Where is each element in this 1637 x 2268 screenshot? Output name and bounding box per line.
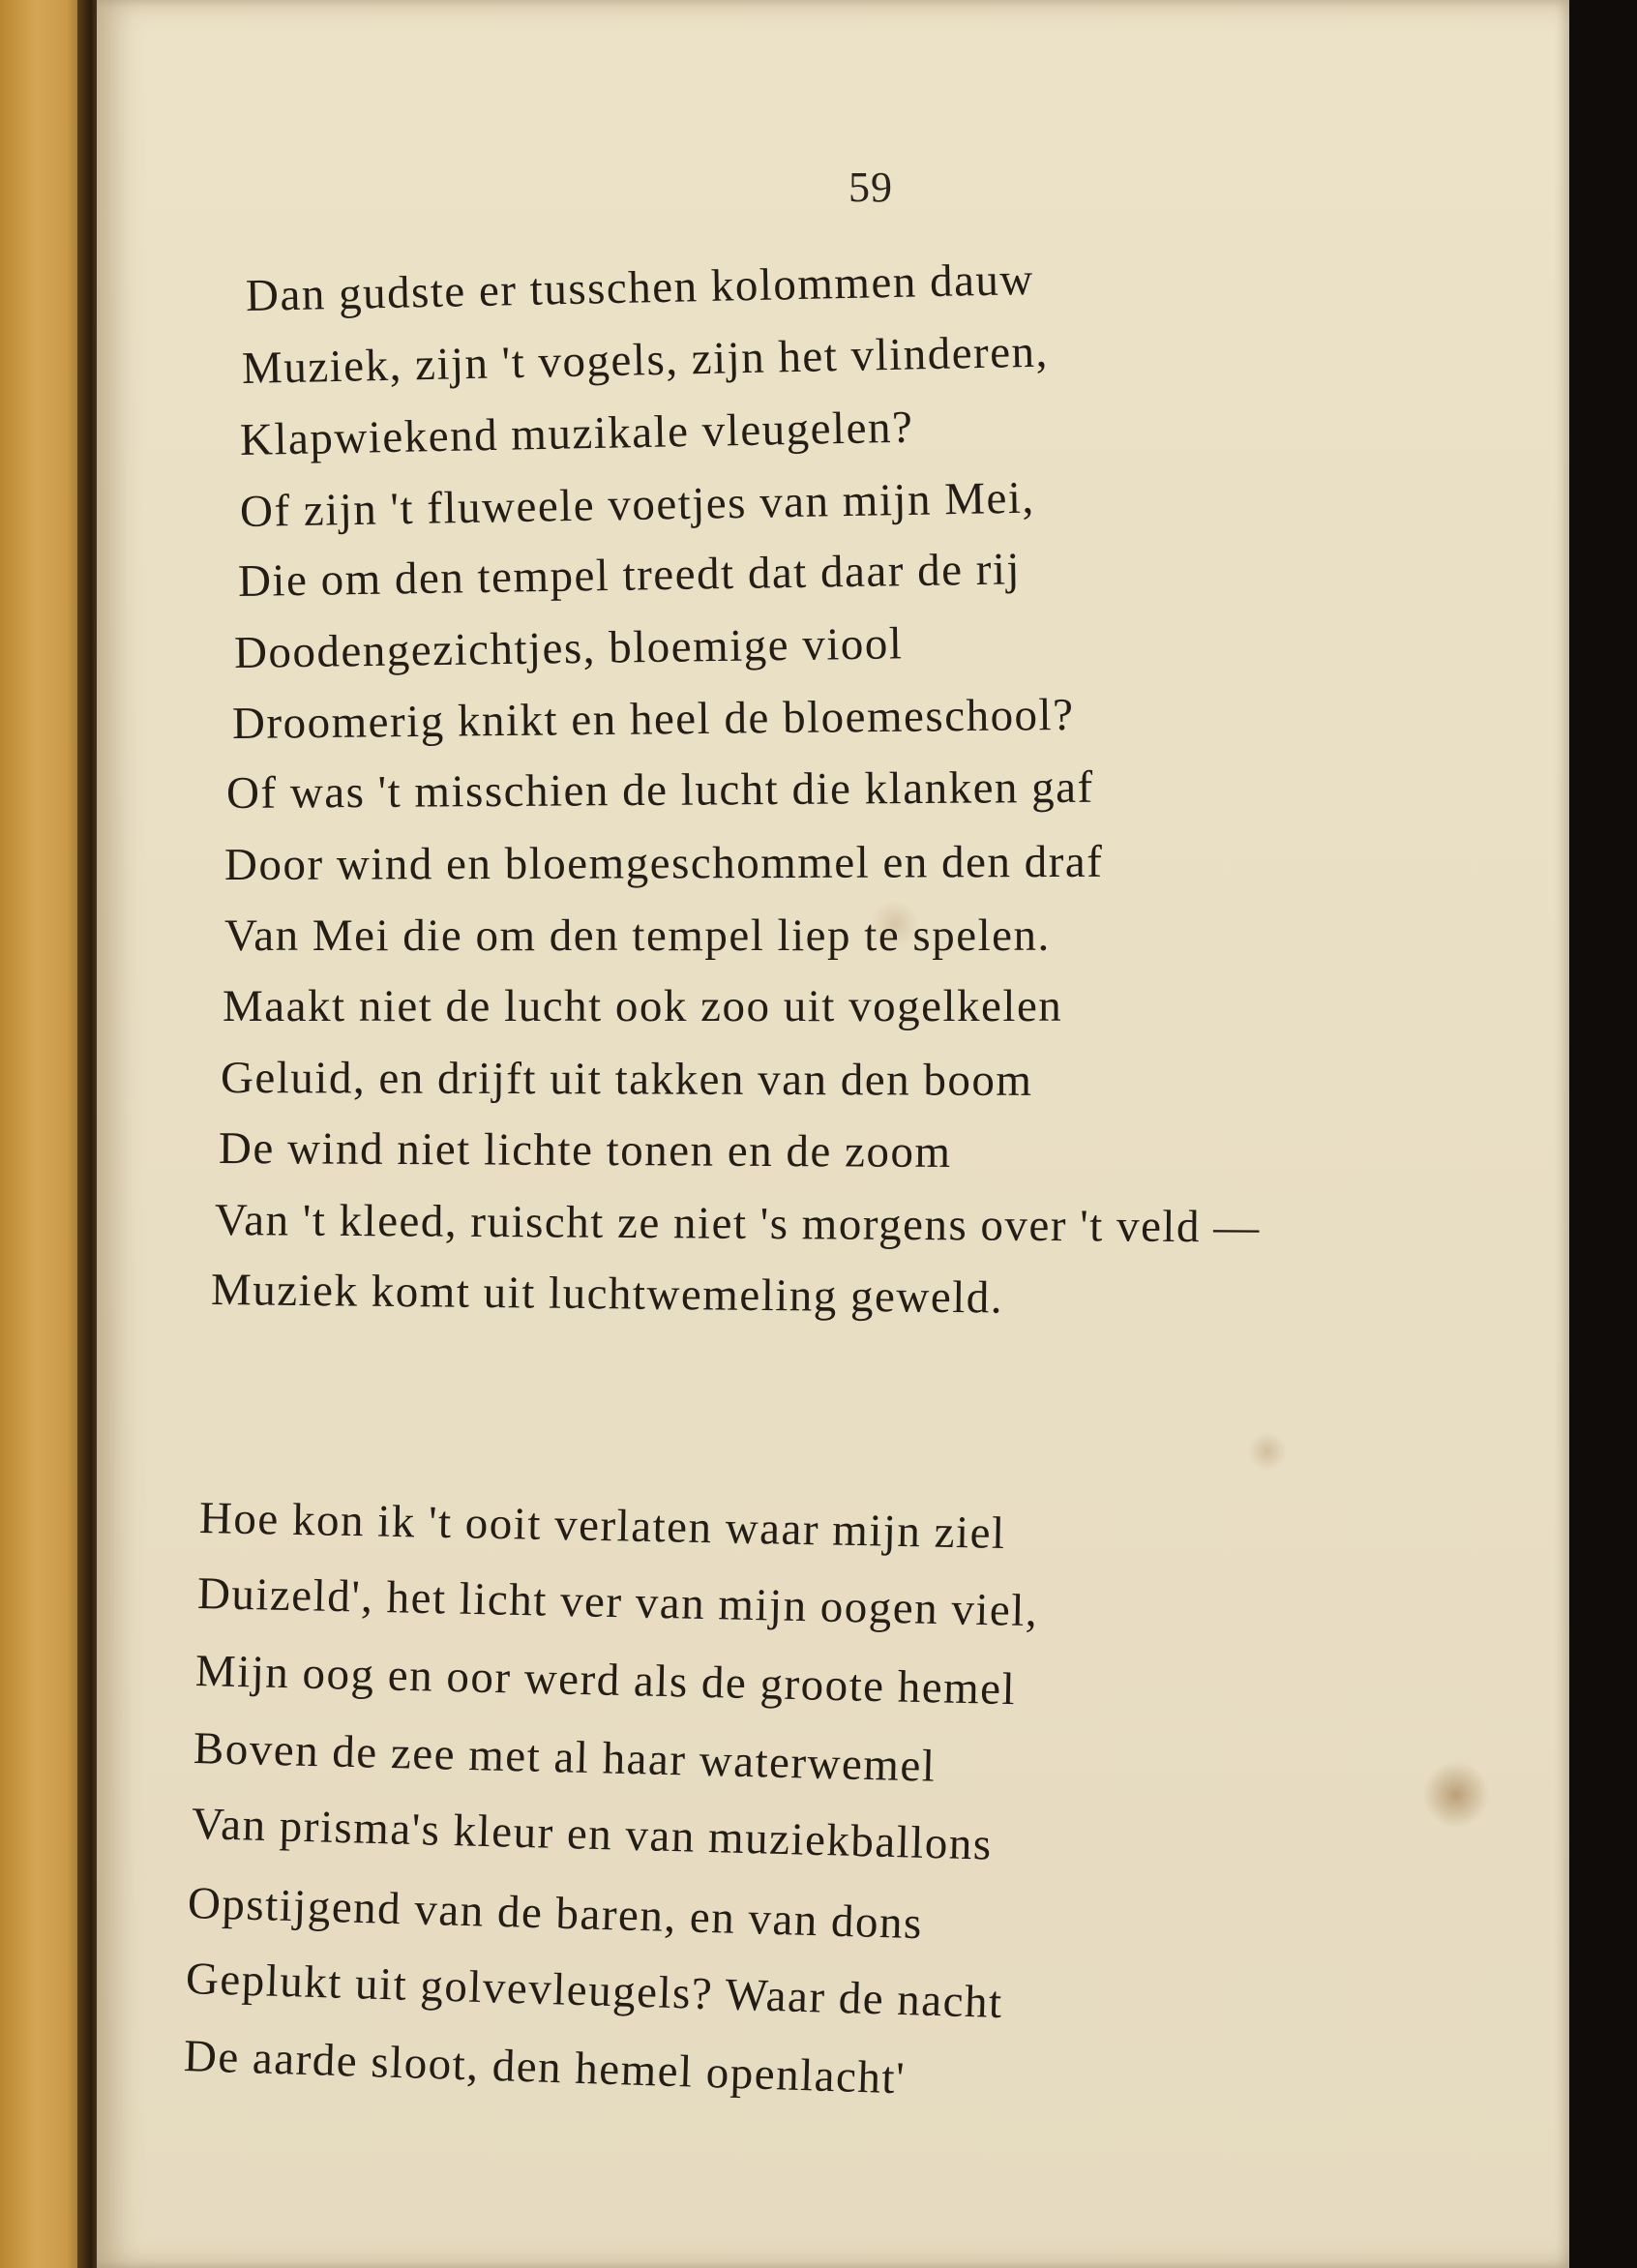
- left-page-edge: [0, 0, 89, 2268]
- background-edge: [1569, 0, 1637, 2268]
- foxing-spot: [1248, 1432, 1287, 1471]
- poem-line: Geplukt uit golvevleugels? Waar de nacht: [185, 1954, 1004, 2029]
- poem-line: Van Mei die om den tempel liep te spelen.: [224, 910, 1051, 961]
- poem-line: Van 't kleed, ruischt ze niet 's morgens over 't veld —: [214, 1195, 1261, 1253]
- poem-line: Dan gudste er tusschen kolommen dauw: [245, 254, 1035, 321]
- poem-line: Muziek, zijn 't vogels, zijn het vlinderen,: [241, 326, 1050, 394]
- poem-line: Of zijn 't fluweele voetjes van mijn Mei,: [239, 472, 1036, 537]
- poem-line: Duizeld', het licht ver van mijn oogen viel,: [196, 1568, 1039, 1637]
- poem-line: Van prisma's kleur en van muziekballons: [191, 1799, 994, 1870]
- poem-line: De aarde sloot, den hemel openlacht': [183, 2031, 907, 2104]
- foxing-spot: [1422, 1761, 1490, 1829]
- poem-line: Droomerig knikt en heel de bloemeschool?: [231, 689, 1075, 749]
- poem-line: Boven de zee met al haar waterwemel: [193, 1723, 937, 1792]
- poem-line: Geluid, en drijft uit takken van den boom: [220, 1053, 1033, 1106]
- poem-line: De wind niet lichte tonen en de zoom: [218, 1123, 952, 1178]
- poem-line: Klapwiekend muzikale vleugelen?: [239, 402, 914, 465]
- poem-line: Maakt niet de lucht ook zoo uit vogelkelen: [223, 981, 1063, 1031]
- poem-line: Doodengezichtjes, bloemige viool: [233, 618, 904, 678]
- poem-line: Opstijgend van de baren, en van dons: [187, 1878, 924, 1950]
- poem-line: Die om den tempel treedt dat daar de rij: [237, 544, 1022, 607]
- poem-line: Of was 't misschien de lucht die klanken gaf: [225, 761, 1094, 819]
- page-number: 59: [848, 164, 893, 211]
- poem-line: Mijn oog en oor werd als de groote hemel: [194, 1646, 1017, 1716]
- poem-line: Hoe kon ik 't ooit verlaten waar mijn ziel: [198, 1493, 1007, 1559]
- book-page: [97, 0, 1569, 2268]
- poem-line: Muziek komt uit luchtwemeling geweld.: [210, 1265, 1004, 1324]
- poem-line: Door wind en bloemgeschommel en den draf: [223, 836, 1104, 890]
